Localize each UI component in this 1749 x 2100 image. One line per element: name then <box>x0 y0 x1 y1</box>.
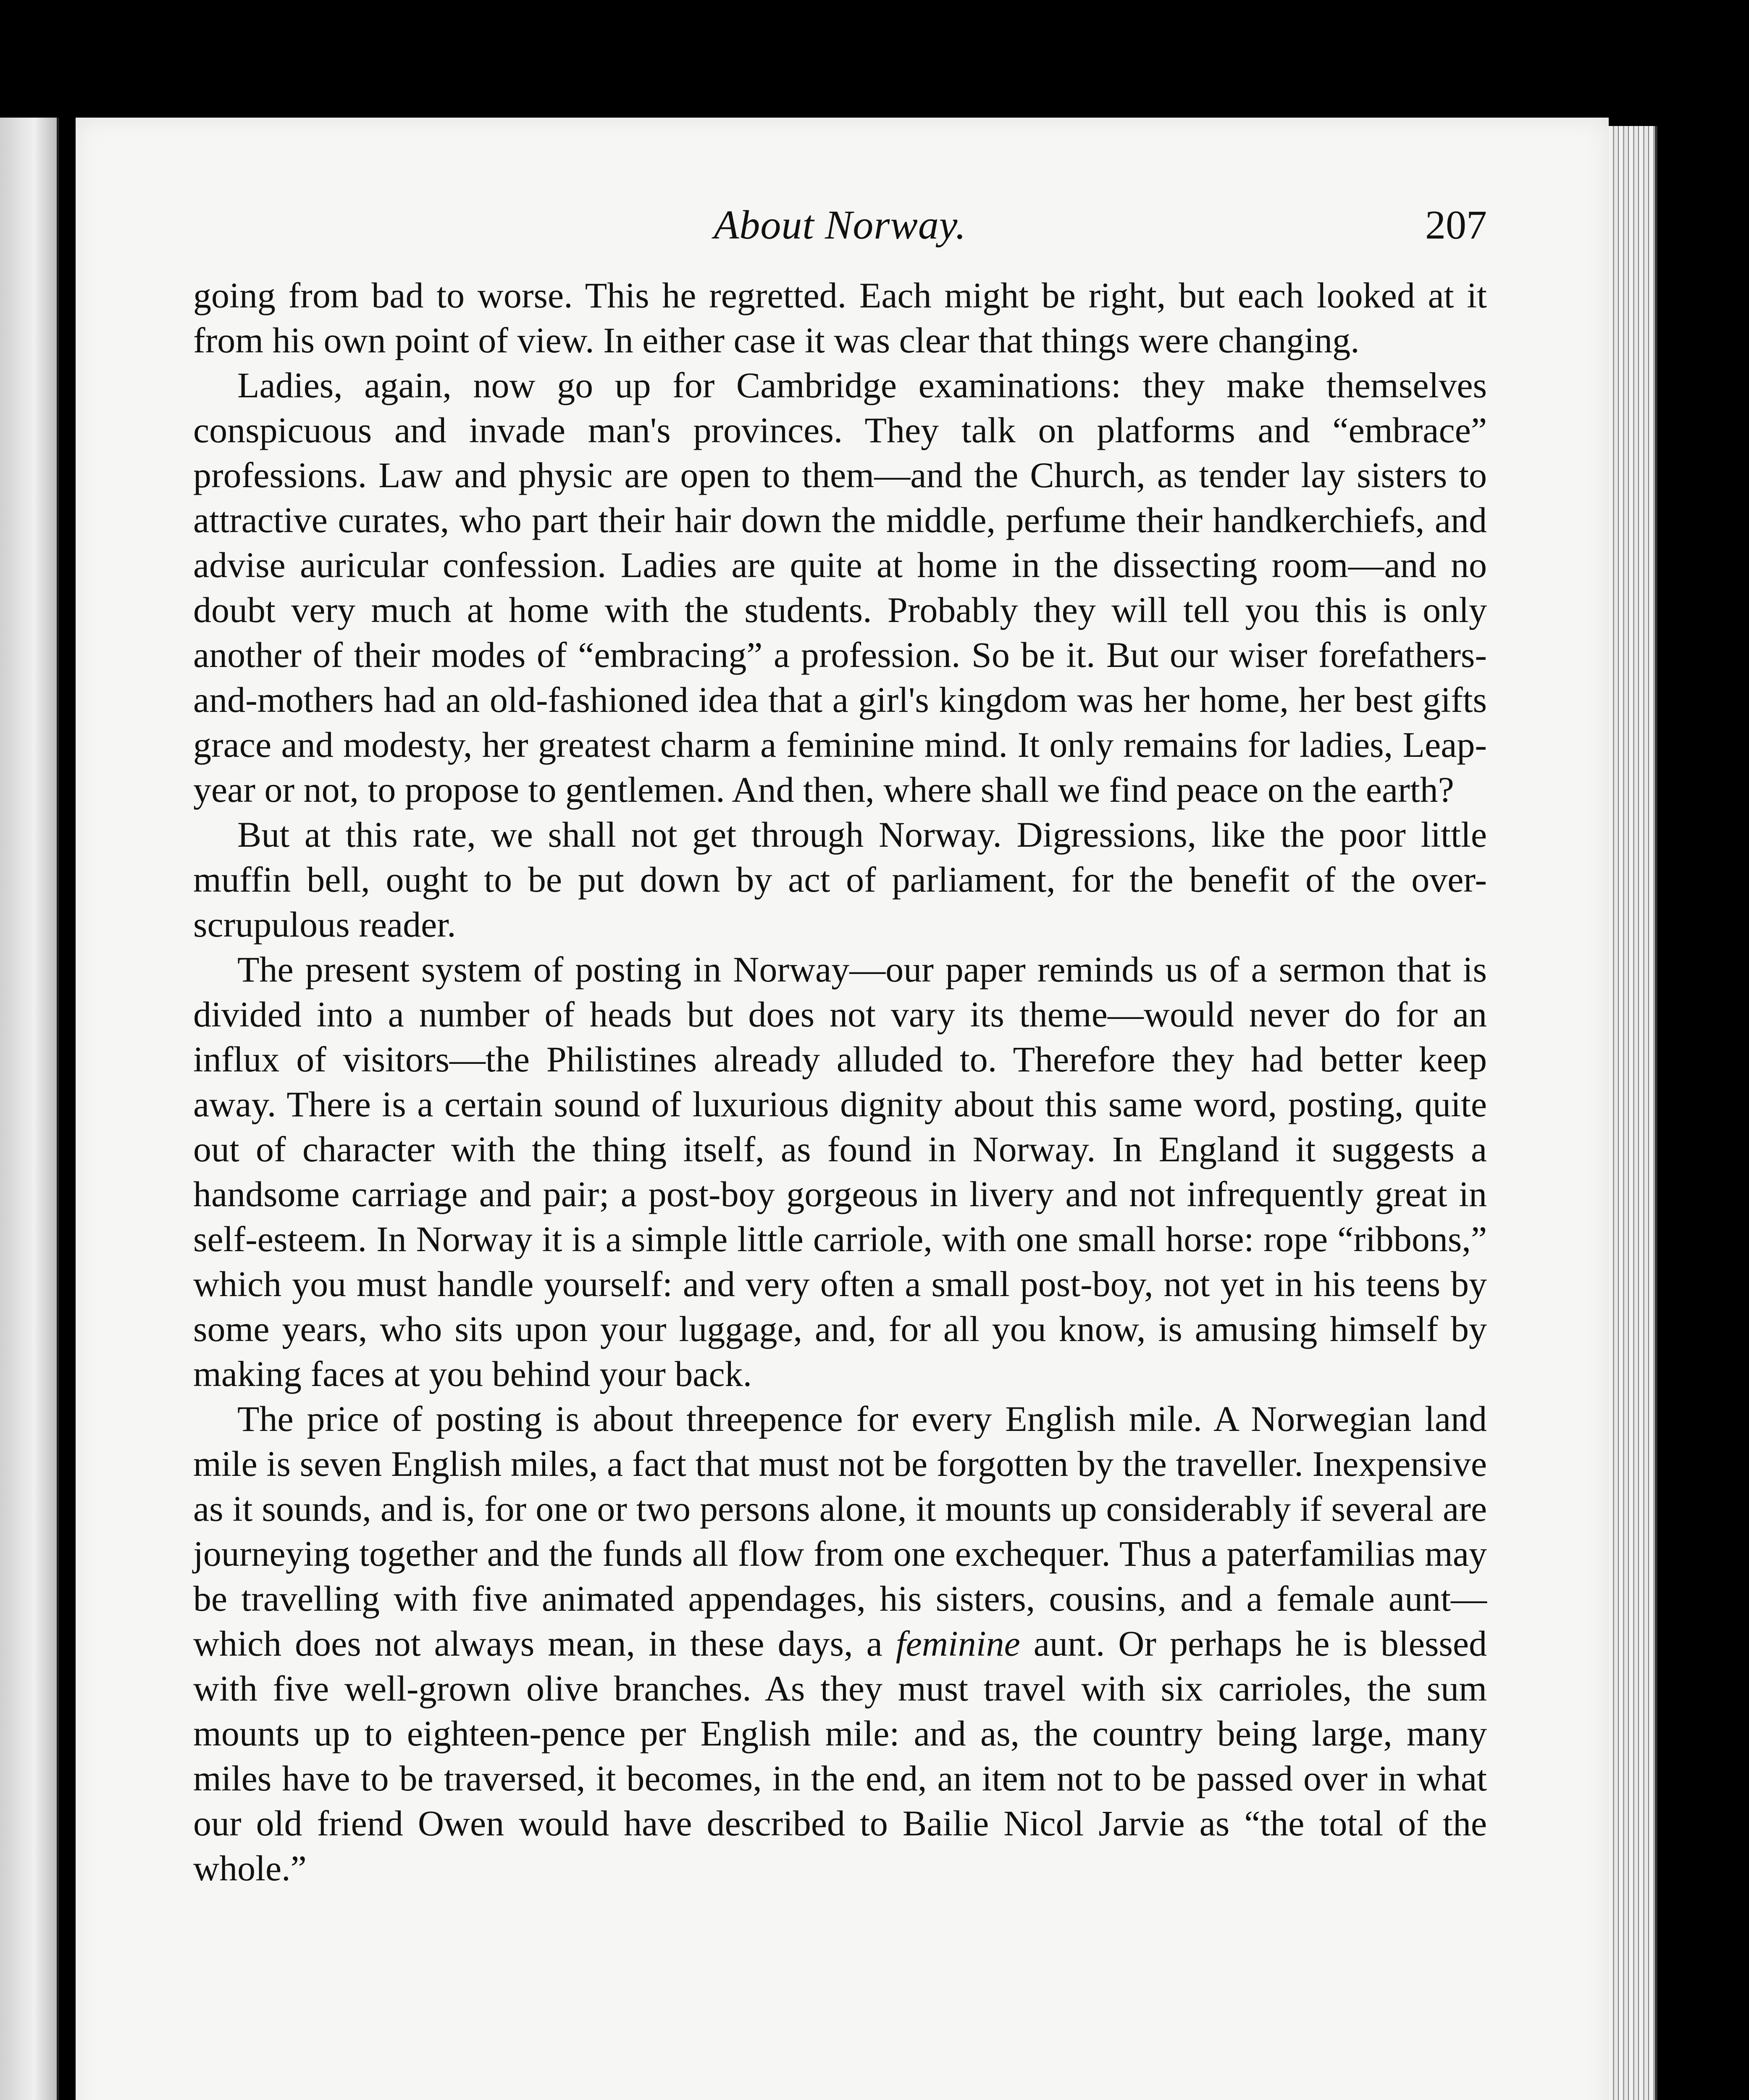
paragraph-text-after-emphasis: aunt. Or perhaps he is blessed with five well-grown olive branches. As they must travel with six carrioles, the sum mounts up to eighteen-pence per English mile: and as, the country being large, many miles have to be traversed, it becomes, in the end, an item not to be passed over in what our old friend Owen would have described to Bailie Nicol Jarvie as “the total of the whole.” <box>193 1623 1487 1888</box>
emphasized-word: feminine <box>896 1623 1020 1664</box>
page-stack-edges <box>1609 126 1657 2100</box>
paragraph-text-before-emphasis: The price of posting is about threepence for every English mile. A Norwegian land mile is seven English miles, a fact that must not be forgotten by the traveller. Inexpensive as it sounds, and is, for one or two persons alone, it mounts up considerably if several are journeying together and the funds all flow from one exchequer. Thus a paterfamilias may be travelling with five animated appendages, his sisters, cousins, and a female aunt—which does not always mean, in these days, a <box>193 1399 1487 1664</box>
paragraph-posting-system: The present system of posting in Norway—our paper reminds us of a sermon that is divided into a number of heads but does not vary its theme—would never do for an influx of visitors—the Philistines already alluded to. Therefore they had better keep away. There is a certain sound of luxurious dignity about this same word, posting, quite out of character with the thing itself, as found in Norway. In England it suggests a handsome carriage and pair; a post-boy gorgeous in livery and not infrequently great in self-esteem. In Norway it is a simple little carriole, with one small horse: rope “ribbons,” which you must handle yourself: and very often a small post-boy, not yet in his teens by some years, who sits upon your luggage, and, for all you know, is amusing himself by making faces at you behind your back. <box>193 949 1487 1394</box>
facing-page-edge <box>0 118 59 2100</box>
page-number: 207 <box>1425 202 1487 248</box>
paragraph-digressions: But at this rate, we shall not get through Norway. Digressions, like the poor little muffin bell, ought to be put down by act of parliament, for the benefit of the over-scrupulous reader. <box>193 814 1487 945</box>
page-body <box>193 202 1487 1891</box>
paragraph-ladies: Ladies, again, now go up for Cambridge examinations: they make themselves conspicuous and invade man's provinces. They talk on platforms and “embrace” professions. Law and physic are open to them—and the Church, as tender lay sisters to attractive curates, who part their hair down the middle, perfume their handkerchiefs, and advise auricular confession. Ladies are quite at home in the dissecting room—and no doubt very much at home with the students. Probably they will tell you this is only another of their modes of “embracing” a profession. So be it. But our wiser forefathers-and-mothers had an old-fashioned idea that a girl's kingdom was her home, her best gifts grace and modesty, her greatest charm a feminine mind. It only remains for ladies, Leap-year or not, to propose to gentlemen. And then, where shall we find peace on the earth? <box>193 365 1487 810</box>
paragraph-price-of-posting <box>193 1396 1487 1891</box>
book-page <box>76 118 1609 2100</box>
running-title: About Norway. <box>714 202 966 248</box>
running-head <box>193 202 1487 273</box>
paragraph-continued: going from bad to worse. This he regretted. Each might be right, but each looked at it from his own point of view. In either case it was clear that things were changing. <box>193 275 1487 360</box>
